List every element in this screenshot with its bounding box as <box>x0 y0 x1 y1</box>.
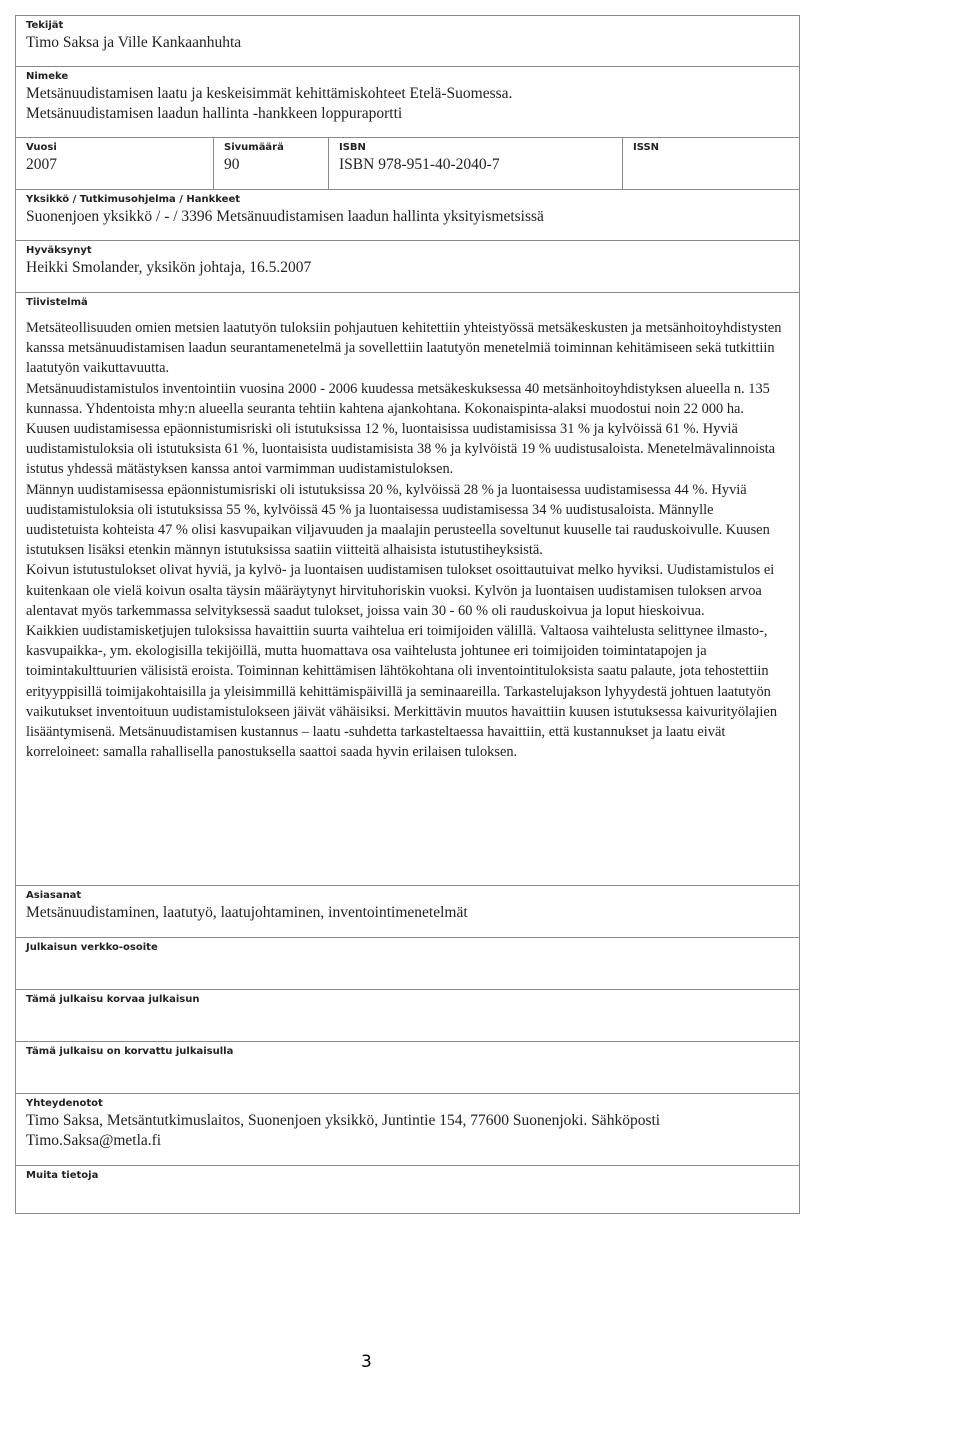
other-info-label: Muita tietoja <box>26 1170 99 1181</box>
publication-description-form <box>15 15 800 1214</box>
title-section <box>16 67 799 138</box>
abstract-label: Tiivistelmä <box>26 297 88 308</box>
replaces-section <box>16 990 799 1042</box>
issn-cell <box>623 138 799 189</box>
authors-section <box>16 16 799 67</box>
approved-label: Hyväksynyt <box>26 245 92 256</box>
title-value: Metsänuudistamisen laatu ja keskeisimmät kehittämiskohteet Etelä-Suomessa. Metsänuudistamisen laadun hallinta -hankkeen loppuraportti <box>26 85 513 122</box>
isbn-label: ISBN <box>339 142 366 153</box>
isbn-cell <box>329 138 623 189</box>
abstract-paragraph: Metsänuudistamistulos inventointiin vuosina 2000 - 2006 kuudessa metsäkeskuksessa 40 metsänhoitoyhdistyksen alueella n. 135 kunnassa. Yhdentoista mhy:n alueella seuranta tehtiin kahtena ajankohtana. Kokonaispinta-alaksi muodostui noin 22 000 ha. <box>26 380 770 417</box>
contact-value: Timo Saksa, Metsäntutkimuslaitos, Suonenjoen yksikkö, Juntintie 154, 77600 Suonenjoki. Sähköposti Timo.Saksa@metla.fi <box>26 1112 661 1149</box>
web-address-section <box>16 938 799 990</box>
abstract-paragraph: Kuusen uudistamisessa epäonnistumisriski oli istutuksissa 12 %, luontaisissa uudistamisissa 31 % ja kylvöissä 61 %. Hyviä uudistamistuloksia oli istutuksista 61 %, luontaisista uudistamisista 38 % ja kylvöistä 19 % uudistusaloista. Menetelmävalinnoista istutus yhdessä mätästyksen kanssa antoi varmimman uudistamistuloksen. <box>26 421 776 478</box>
other-info-section <box>16 1166 799 1213</box>
authors-label: Tekijät <box>26 20 64 31</box>
corrected-by-label: Tämä julkaisu on korvattu julkaisulla <box>26 1046 234 1057</box>
contact-label: Yhteydenotot <box>26 1098 103 1109</box>
corrected-by-section <box>16 1042 799 1094</box>
authors-value: Timo Saksa ja Ville Kankaanhuhta <box>26 34 242 51</box>
unit-value: Suonenjoen yksikkö / - / 3396 Metsänuudistamisen laadun hallinta yksityismetsissä <box>26 208 544 225</box>
year-cell <box>16 138 214 189</box>
year-label: Vuosi <box>26 142 57 153</box>
approved-value: Heikki Smolander, yksikön johtaja, 16.5.2007 <box>26 259 312 276</box>
abstract-section <box>16 293 799 886</box>
pages-label: Sivumäärä <box>224 142 284 153</box>
unit-section <box>16 190 799 241</box>
abstract-paragraph: Männyn uudistamisessa epäonnistumisriski oli istutuksissa 20 %, kylvöissä 28 % ja luontaisessa uudistamisessa 44 %. Hyviä uudistamistuloksia oli istutuksissa 55 %, kylvöissä 45 % ja luontaisessa uudistamisessa 34 % uudistusaloista. Männylle uudistetuista kohteista 47 % olisi kasvupaikan viljavuuden ja maalajin perusteella soveltunut kuuselle tai rauduskoivulle. Kuusen istutuksen lisäksi etenkin männyn istutuksissa saatiin viitteitä alhaisista istutustiheyksistä. <box>26 481 770 559</box>
keywords-value: Metsänuudistaminen, laatutyö, laatujohtaminen, inventointimenetelmät <box>26 904 468 921</box>
keywords-label: Asiasanat <box>26 890 82 901</box>
replaces-label: Tämä julkaisu korvaa julkaisun <box>26 994 200 1005</box>
abstract-paragraph: Kaikkien uudistamisketjujen tuloksissa havaittiin suurta vaihtelua eri toimijoiden välillä. Valtaosa vaihtelusta selittynee ilmasto-, kasvupaikka-, ym. ekologisilla tekijöillä, mutta huomattava osa vaihtelusta johtunee eri toimijoiden toimintatapojen ja toimintakulttuurien välisistä eroista. Toiminnan kehittämisen lähtökohtana oli inventointituloksista saatu palaute, jota tehostettiin erityyppisillä toimijakohtaisilla ja yleisimmillä kehittämispäivillä ja seminaareilla. Tarkastelujakson lyhyydestä johtuen laatutyön vaikutukset inventoituun uudistamistulokseen jäivät vähäisiksi. Merkittävin muutos havaittiin kuusen istutuksessa kaivurityölajien lisääntymisenä. Metsänuudistamisen kustannus – laatu -suhdetta tarkasteltaessa havaittiin, että kustannukset ja laatu eivät korreloineet: samalla rahallisella panostuksella saattoi saada hyvin erilaisen tuloksen. <box>26 623 778 761</box>
contact-section <box>16 1094 799 1166</box>
isbn-value: ISBN 978-951-40-2040-7 <box>339 156 500 173</box>
unit-label: Yksikkö / Tutkimusohjelma / Hankkeet <box>26 194 241 205</box>
title-label: Nimeke <box>26 71 69 82</box>
approved-section <box>16 241 799 293</box>
abstract-paragraph: Metsäteollisuuden omien metsien laatutyön tuloksiin pohjautuen kehitettiin yhteistyössä metsäkeskusten ja metsänhoitoyhdistysten kanssa metsänuudistamisen laadun seurantamenetelmä ja sovellettiin laatutyön menetelmiä toiminnan kehitämiseen sekä tutkittiin laatutyön vaikuttavuutta. <box>26 320 782 377</box>
keywords-section <box>16 886 799 938</box>
abstract-paragraph: Koivun istutustulokset olivat hyviä, ja kylvö- ja luontaisen uudistamisen tulokset osoittautuivat melko hyviksi. Uudistamistulos ei kuitenkaan ole vielä koivun osalta täysin määräytynyt hirvituhoriskin vuoksi. Kylvön ja luontaisen uudistamisen tuloksen arvoa alentavat myös tarkemmassa selvityksessä saadut tulokset, joissa vain 30 - 60 % oli rauduskoivua ja loput hieskoivua. <box>26 562 775 619</box>
issn-label: ISSN <box>633 142 660 153</box>
web-address-label: Julkaisun verkko-osoite <box>26 942 158 953</box>
pages-value: 90 <box>224 156 240 173</box>
year-value: 2007 <box>26 156 57 173</box>
publication-info-row <box>16 138 799 190</box>
pages-cell <box>214 138 329 189</box>
page-number: 3 <box>361 1352 372 1372</box>
